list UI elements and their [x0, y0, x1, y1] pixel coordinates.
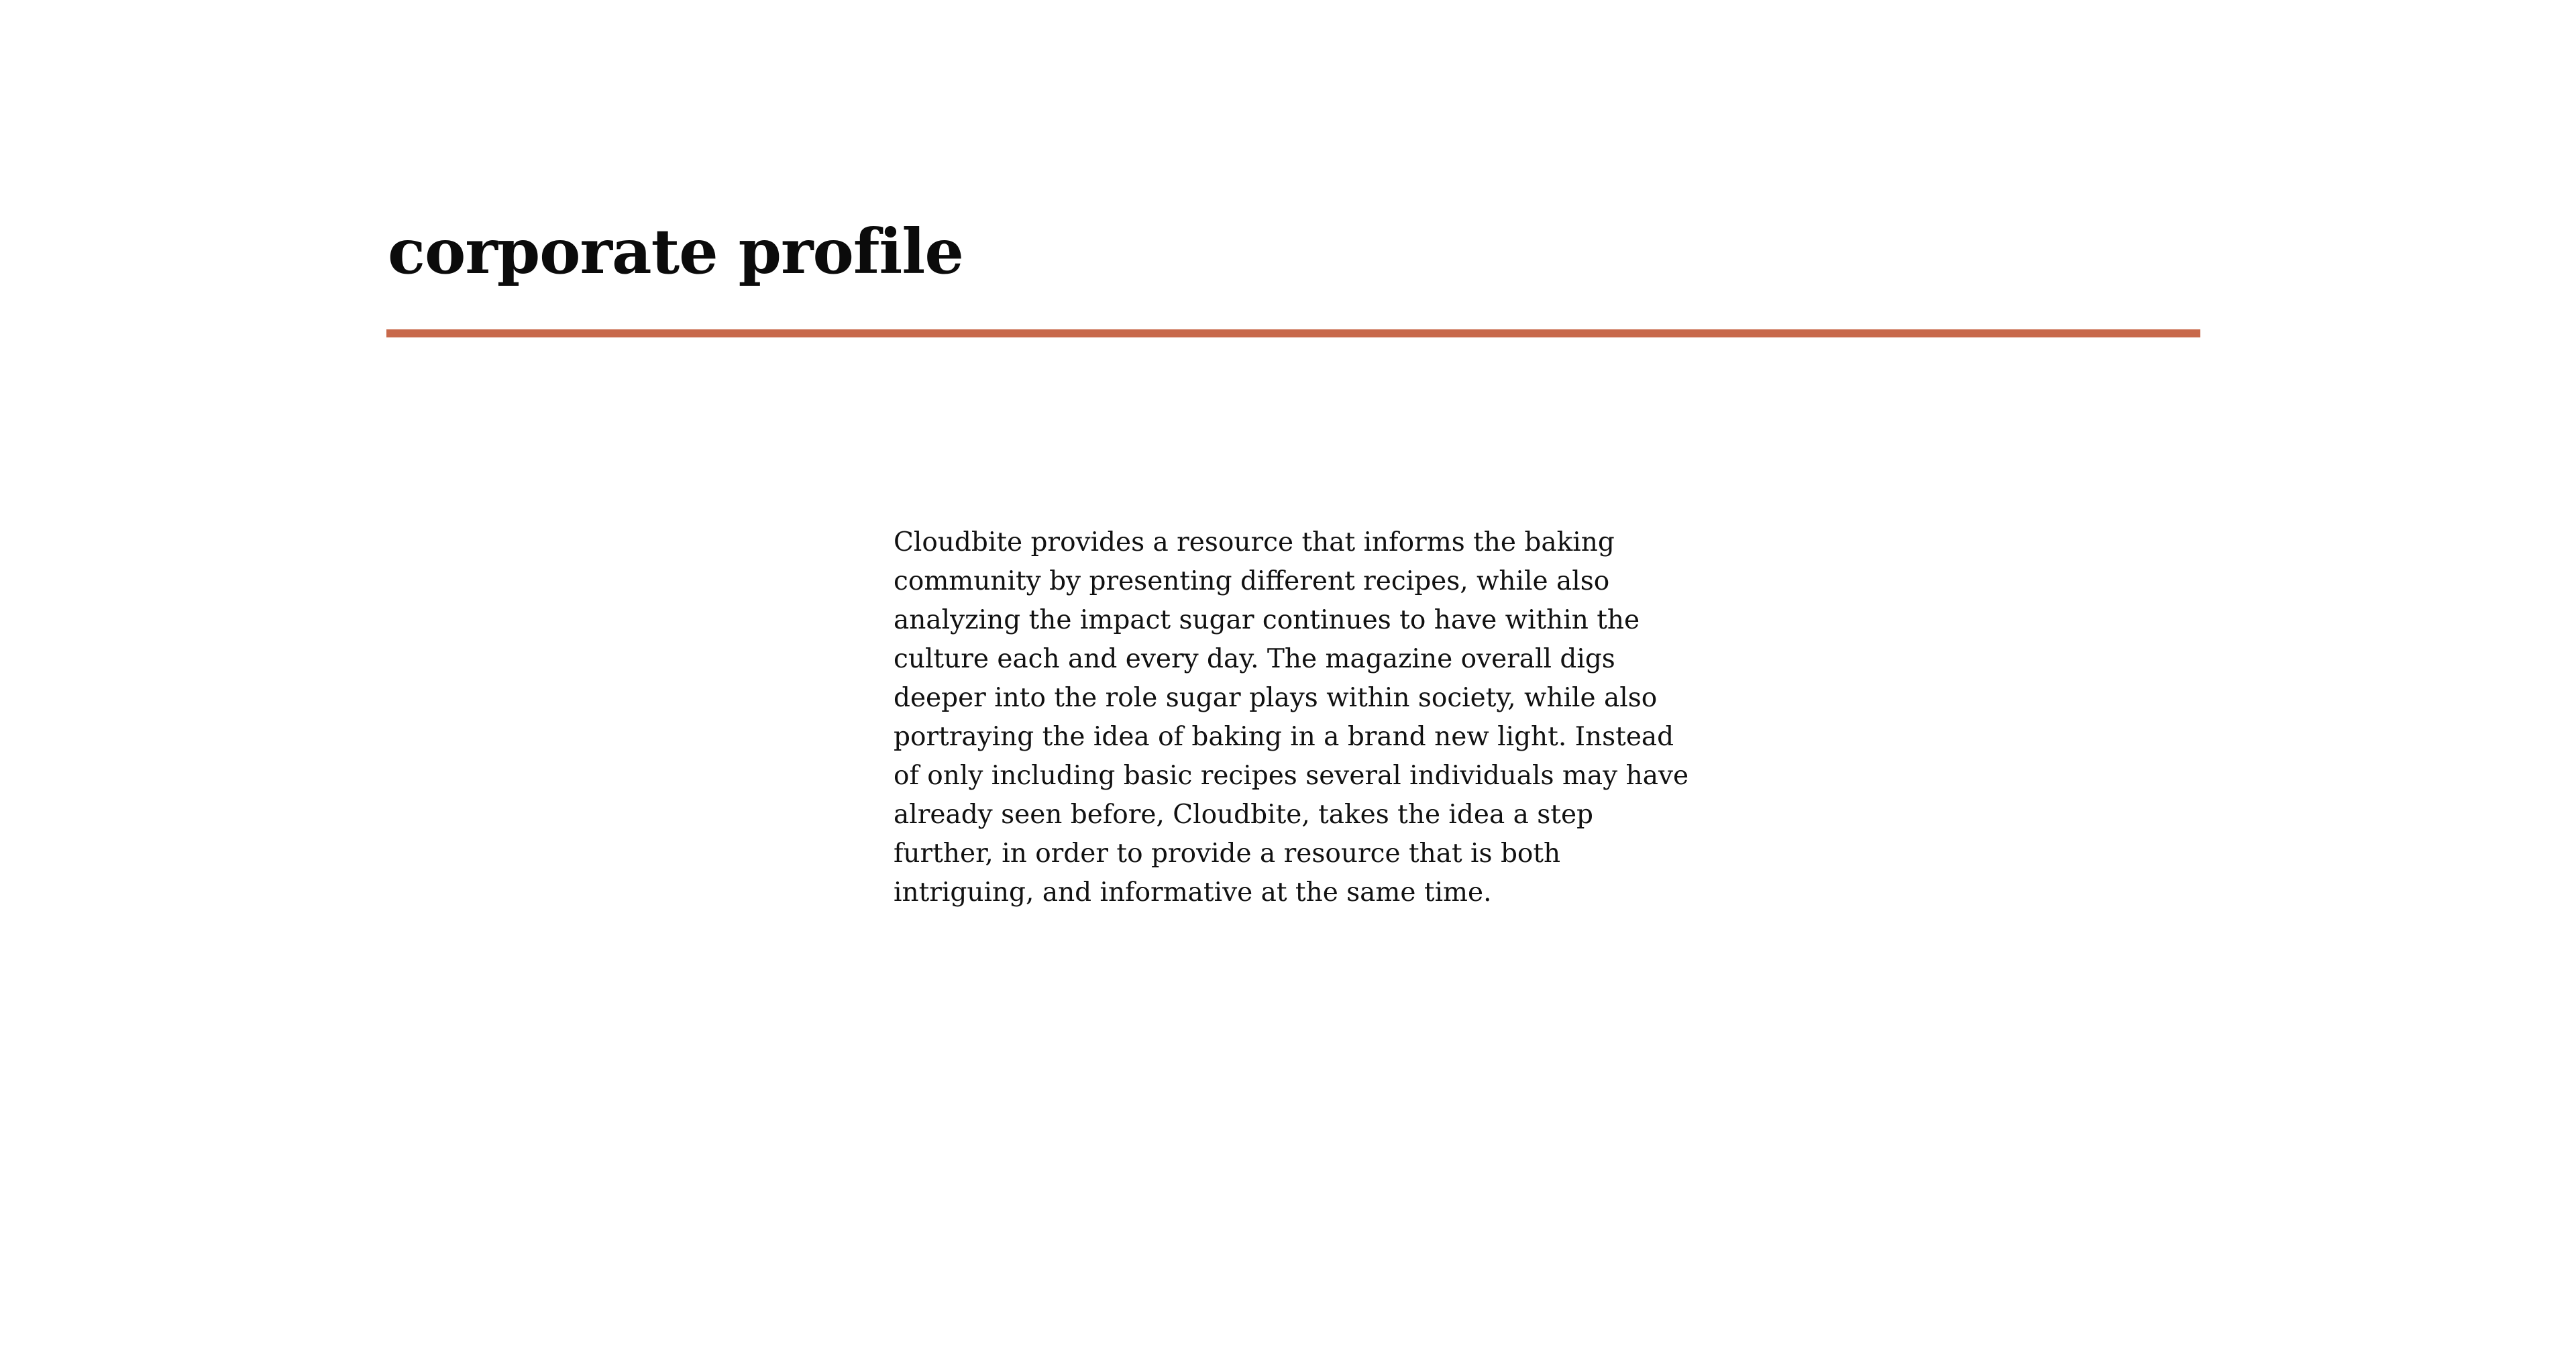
page-title: corporate profile: [388, 215, 963, 288]
title-divider: [386, 329, 2200, 337]
profile-paragraph: Cloudbite provides a resource that informs the baking community by presenting different recipes, while also analyzing the impact sugar continues to have within the culture each and every day. The magazine overall digs deeper into the role sugar plays within society, while also portraying the idea of baking in a brand new light. Instead of only including basic recipes several individuals may have already seen before, Cloudbite, takes the idea a step further, in order to provide a resource that is both intriguing, and informative at the same time.: [894, 527, 1689, 908]
